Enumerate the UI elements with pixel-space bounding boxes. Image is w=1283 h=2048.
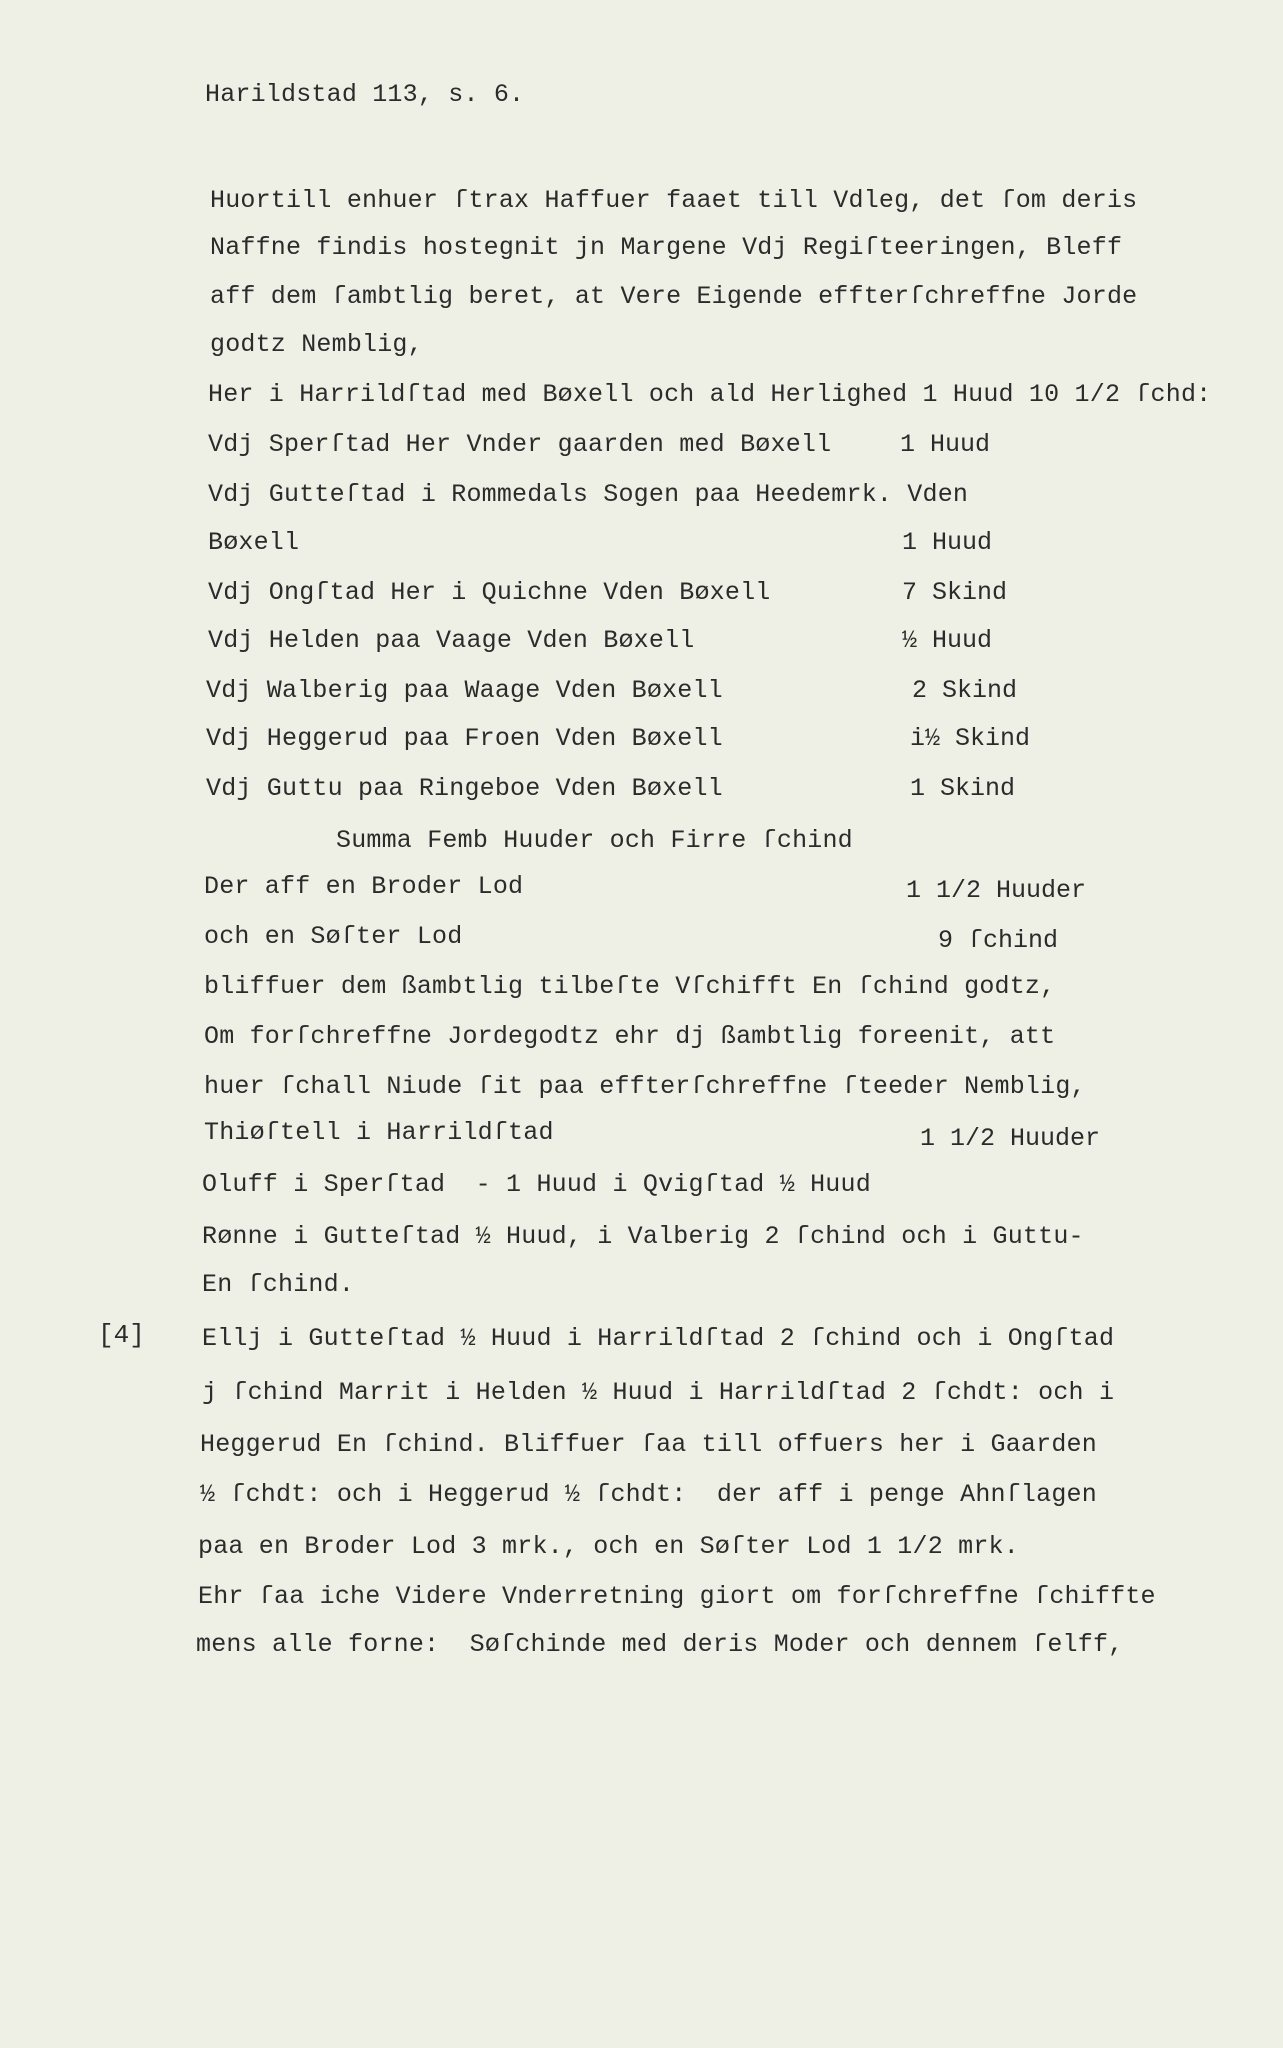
value-entry: 9 ſchind bbox=[938, 926, 1059, 955]
text-line: Her i Harrildſtad med Bøxell och ald Herlighed 1 Huud 10 1/2 ſchd: bbox=[208, 380, 1212, 409]
text-line: Vdj Walberig paa Waage Vden Bøxell bbox=[206, 676, 723, 705]
text-line: Summa Femb Huuder och Firre ſchind bbox=[336, 826, 853, 855]
text-line: paa en Broder Lod 3 mrk., och en Søſter Lod 1 1/2 mrk. bbox=[198, 1532, 1019, 1561]
text-line: Heggerud En ſchind. Bliffuer ſaa till offuers her i Gaarden bbox=[200, 1430, 1097, 1459]
text-line: godtz Nemblig, bbox=[210, 330, 423, 359]
text-line: j ſchind Marrit i Helden ½ Huud i Harrildſtad 2 ſchdt: och i bbox=[202, 1378, 1115, 1407]
text-line: Huortill enhuer ſtrax Haffuer faaet till Vdleg, det ſom deris bbox=[210, 186, 1138, 215]
text-line: Rønne i Gutteſtad ½ Huud, i Valberig 2 ſchind och i Guttu- bbox=[202, 1222, 1084, 1251]
value-entry: ½ Huud bbox=[902, 626, 993, 655]
text-line: Vdj Ongſtad Her i Quichne Vden Bøxell bbox=[208, 578, 771, 607]
text-line: Bøxell bbox=[208, 528, 300, 557]
text-line: Vdj Guttu paa Ringeboe Vden Bøxell bbox=[206, 774, 723, 803]
text-line: huer ſchall Niude ſit paa effterſchreffne ſteeder Nemblig, bbox=[204, 1072, 1086, 1101]
text-line: Ellj i Gutteſtad ½ Huud i Harrildſtad 2 ſchind och i Ongſtad bbox=[202, 1324, 1115, 1353]
text-line: ½ ſchdt: och i Heggerud ½ ſchdt: der aff i penge Ahnſlagen bbox=[200, 1480, 1097, 1509]
value-entry: 1 Huud bbox=[900, 430, 991, 459]
value-entry: 1 Skind bbox=[910, 774, 1016, 803]
value-entry: 1 Huud bbox=[902, 528, 993, 557]
text-line: bliffuer dem ßambtlig tilbeſte Vſchifft En ſchind godtz, bbox=[204, 972, 1056, 1001]
text-line: Oluff i Sperſtad - 1 Huud i Qvigſtad ½ Huud bbox=[202, 1170, 871, 1199]
value-entry: 7 Skind bbox=[902, 578, 1008, 607]
text-line: Vdj Heggerud paa Froen Vden Bøxell bbox=[206, 724, 723, 753]
text-line: Thiøſtell i Harrildſtad bbox=[204, 1118, 554, 1147]
text-line: Vdj Helden paa Vaage Vden Bøxell bbox=[208, 626, 695, 655]
text-line: Om forſchreffne Jordegodtz ehr dj ßambtlig foreenit, att bbox=[204, 1022, 1056, 1051]
value-entry: i½ Skind bbox=[910, 724, 1031, 753]
text-line: Vdj Sperſtad Her Vnder gaarden med Bøxell bbox=[208, 430, 832, 459]
margin-note: [4] bbox=[98, 1320, 145, 1350]
text-line: Ehr ſaa iche Videre Vnderretning giort om forſchreffne ſchiffte bbox=[198, 1582, 1156, 1611]
value-entry: 1 1/2 Huuder bbox=[906, 876, 1087, 905]
text-line: En ſchind. bbox=[202, 1270, 355, 1299]
text-line: Vdj Gutteſtad i Rommedals Sogen paa Heedemrk. Vden bbox=[208, 480, 969, 509]
text-line: Naffne findis hostegnit jn Margene Vdj Regiſteeringen, Bleff bbox=[210, 233, 1123, 262]
value-entry: 1 1/2 Huuder bbox=[920, 1124, 1101, 1153]
text-line: och en Søſter Lod bbox=[204, 922, 463, 951]
text-line: mens alle forne: Søſchinde med deris Moder och dennem ſelff, bbox=[196, 1630, 1124, 1659]
page-header: Harildstad 113, s. 6. bbox=[205, 80, 525, 109]
text-line: aff dem ſambtlig beret, at Vere Eigende effterſchreffne Jorde bbox=[210, 282, 1138, 311]
value-entry: 2 Skind bbox=[912, 676, 1018, 705]
text-line: Der aff en Broder Lod bbox=[204, 872, 524, 901]
